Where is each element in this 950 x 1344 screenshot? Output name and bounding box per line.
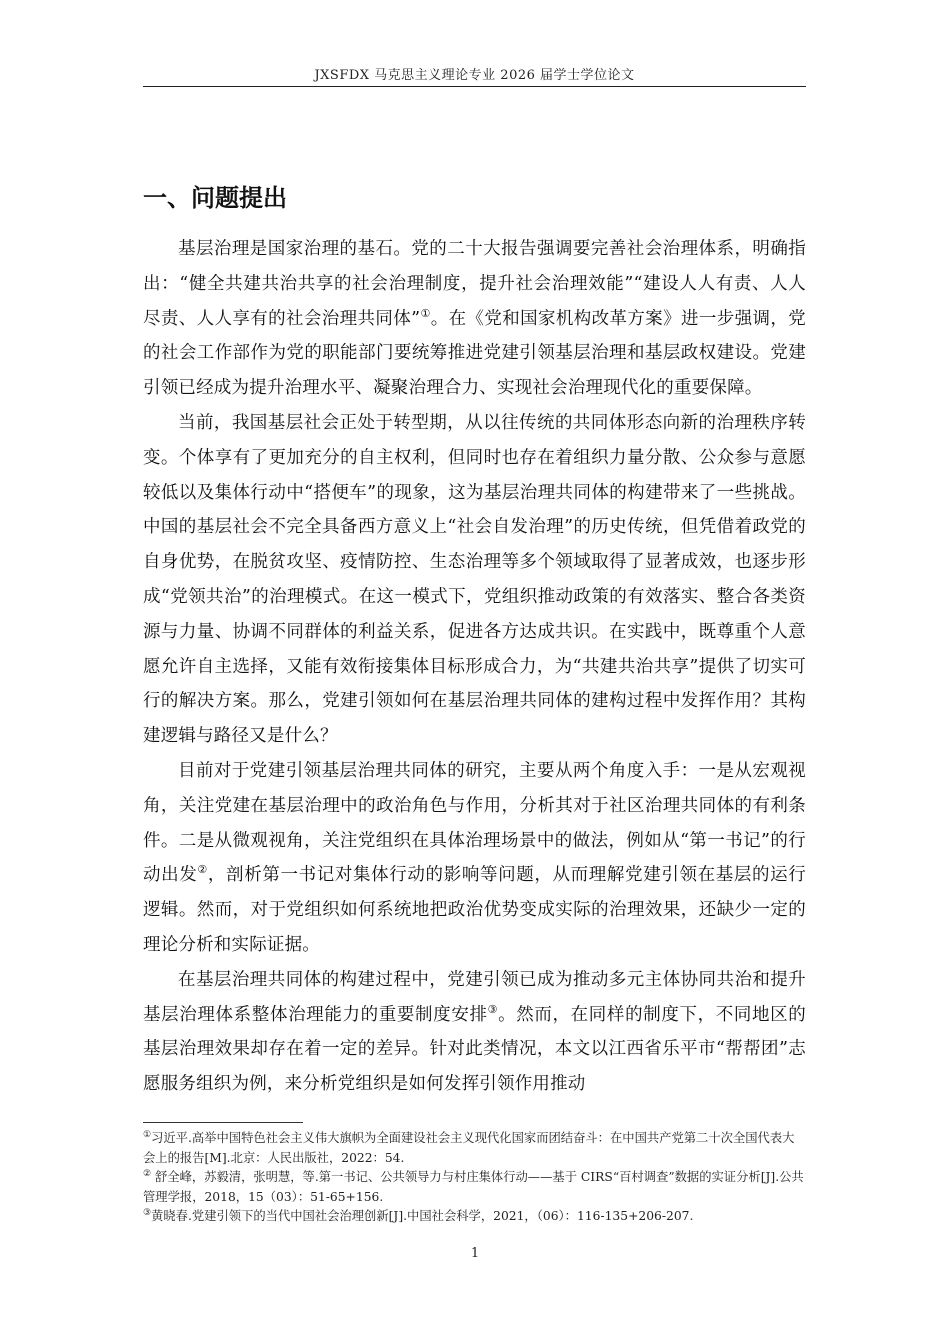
footnote-ref-2[interactable]: ②	[197, 863, 208, 877]
paragraph-4-text-a: 在基层治理共同体的构建过程中，党建引领已成为推动多元主体协同共治和提升基层治理体系整体治理能力的重要制度安排	[143, 969, 806, 1025]
footnote-3-text: 黄晓春.党建引领下的当代中国社会治理创新[J].中国社会科学，2021，（06）：116-135+206-207.	[151, 1209, 694, 1223]
paragraph-3-text-b: ，剖析第一书记对集体行动的影响等问题，从而理解党建引领在基层的运行逻辑。然而，对于党组织如何系统地把政治优势变成实际的治理效果，还缺少一定的理论分析和实际证据。	[143, 865, 806, 955]
footnote-3	[143, 1207, 806, 1227]
paragraph-1-text-b: 。在《党和国家机构改革方案》进一步强调，党的社会工作部作为党的职能部门要统筹推进党建引领基层治理和基层政权建设。党建引领已经成为提升治理水平、凝聚治理合力、实现社会治理现代化的重要保障。	[143, 308, 806, 399]
paragraph-1	[143, 232, 806, 406]
paragraph-4	[143, 963, 806, 1102]
paragraph-3-text-a: 目前对于党建引领基层治理共同体的研究，主要从两个角度入手：一是从宏观视角，关注党建在基层治理中的政治角色与作用，分析其对于社区治理共同体的有利条件。二是从微观视角，关注党组织在具体治理场景中的做法，例如从“第一书记”的行动出发	[143, 760, 806, 886]
paragraph-4-text-b: 。然而，在同样的制度下，不同地区的基层治理效果却存在着一定的差异。针对此类情况，本文以江西省乐平市“帮帮团”志愿服务组织为例，来分析党组织是如何发挥引领作用推动	[143, 1004, 806, 1095]
footnote-3-mark: ③	[143, 1207, 152, 1218]
footnote-1-mark: ①	[143, 1129, 152, 1140]
running-header: JXSFDX 马克思主义理论专业 2026 届学士学位论文	[314, 68, 635, 83]
footnote-2	[143, 1168, 806, 1207]
footnote-2-text: 舒全峰，苏毅清，张明慧，等.第一书记、公共领导力与村庄集体行动——基于 CIRS“百村调查”数据的实证分析[J].公共管理学报，2018，15（03）：51-65+156.	[143, 1170, 804, 1204]
footnote-rule	[143, 1122, 303, 1123]
body-text	[143, 232, 806, 1102]
footnotes	[143, 1129, 806, 1227]
paragraph-2-text-a: 当前，我国基层社会正处于转型期，从以往传统的共同体形态向新的治理秩序转变。个体享有了更加充分的自主权利，但同时也存在着组织力量分散、公众参与意愿较低以及集体行动中“搭便车”的现象，这为基层治理共同体的构建带来了一些挑战。中国的基层社会不完全具备西方意义上“社会自发治理”的历史传统，但凭借着政党的自身优势，在脱贫攻坚、疫情防控、生态治理等多个领域取得了显著成效，也逐步形成“党领共治”的治理模式。在这一模式下，党组织推动政策的有效落实、整合各类资源与力量、协调不同群体的利益关系，促进各方达成共识。在实践中，既尊重个人意愿允许自主选择，又能有效衔接集体目标形成合力，为“共建共治共享”提供了切实可行的解决方案。那么，党建引领如何在基层治理共同体的建构过程中发挥作用？其构建逻辑与路径又是什么？	[143, 412, 806, 747]
footnote-ref-3[interactable]: ③	[487, 1002, 499, 1016]
footnote-1	[143, 1129, 806, 1168]
footnote-1-text: 习近平.高举中国特色社会主义伟大旗帜为全面建设社会主义现代化国家而团结奋斗：在中国共产党第二十次全国代表大会上的报告[M].北京：人民出版社，2022：54.	[143, 1131, 795, 1165]
paragraph-1-text-a: 基层治理是国家治理的基石。党的二十大报告强调要完善社会治理体系，明确指出：“健全共建共治共享的社会治理制度，提升社会治理效能”“建设人人有责、人人尽责、人人享有的社会治理共同体”	[143, 239, 806, 329]
footnote-2-mark: ②	[143, 1168, 152, 1179]
paragraph-3	[143, 754, 806, 963]
paragraph-2	[143, 406, 806, 754]
footnote-ref-1[interactable]: ①	[420, 306, 431, 320]
section-title: 一、问题提出	[143, 184, 287, 212]
page-number: 1	[470, 1246, 480, 1261]
header-rule	[143, 86, 806, 87]
